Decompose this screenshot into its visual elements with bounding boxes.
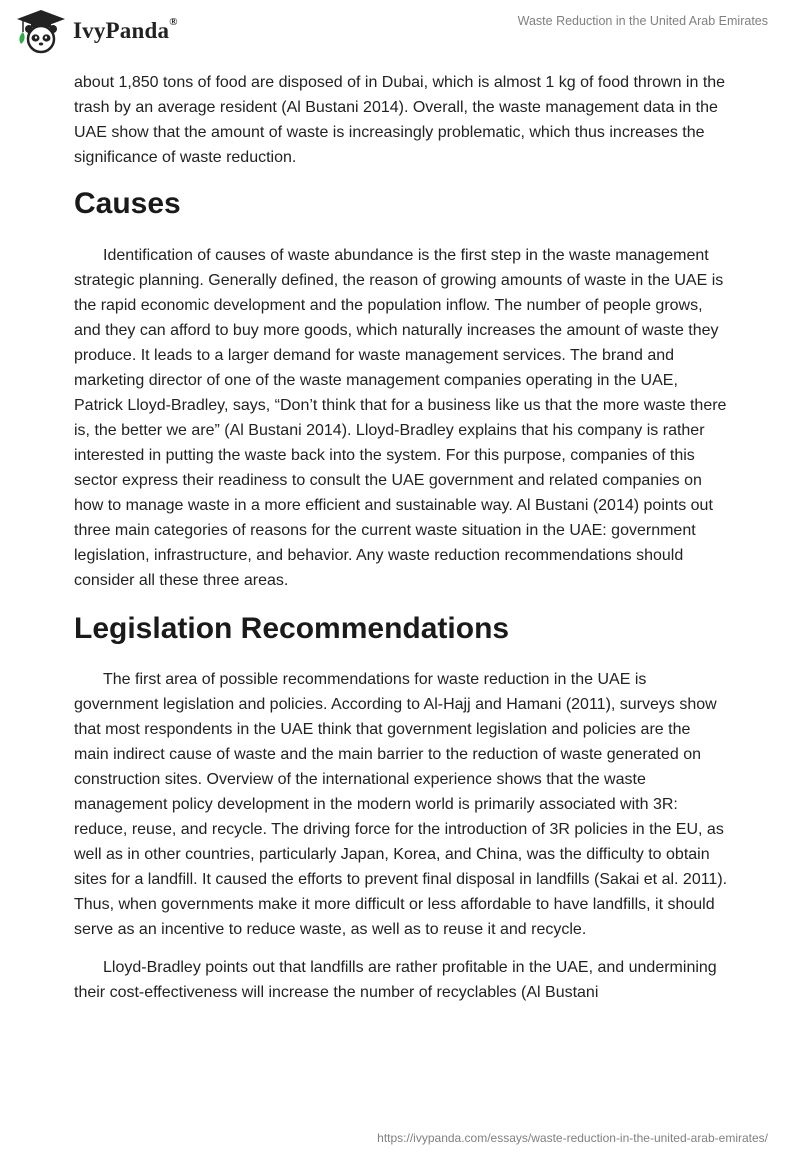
brand-name: IvyPanda®: [73, 16, 178, 43]
page-header: [0, 0, 800, 62]
causes-heading: Causes: [74, 187, 181, 220]
legislation-paragraph-2: Lloyd-Bradley points out that landfills are rather profitable in the UAE, and undermining their cost-effectiveness will increase the number of recyclables (Al Bustani: [74, 959, 717, 1001]
panda-graduate-icon: [15, 8, 67, 54]
source-url[interactable]: https://ivypanda.com/essays/waste-reduction-in-the-united-arab-emirates/: [377, 1131, 768, 1145]
essay-body: [74, 70, 729, 1005]
document-title: Waste Reduction in the United Arab Emirates: [517, 14, 768, 28]
ivypanda-logo[interactable]: [15, 8, 178, 54]
causes-paragraph: Identification of causes of waste abundance is the first step in the waste management strategic planning. Generally defined, the reason of growing amounts of waste in the UAE is the rapid economic development and the population inflow. The number of people grows, and they can afford to buy more goods, which naturally increases the amount of waste they produce. It leads to a larger demand for waste management services. The brand and marketing director of one of the waste management companies operating in the UAE, Patrick Lloyd-Bradley, says, “Don’t think that for a business like us that the more waste there is, the better we are” (Al Bustani 2014). Lloyd-Bradley explains that his company is rather interested in putting the waste back into the system. For this purpose, companies of this sector express their readiness to consult the UAE government and related companies on how to manage waste in a more efficient and sustainable way. Al Bustani (2014) points out three main categories of reasons for the current waste situation in the UAE: government legislation, infrastructure, and behavior. Any waste reduction recommendations should consider all these three areas.: [74, 247, 727, 589]
legislation-paragraph-1: The first area of possible recommendations for waste reduction in the UAE is government legislation and policies. According to Al-Hajj and Hamani (2011), surveys show that most respondents in the UAE think that government legislation and policies are the main indirect cause of waste and the main barrier to the reduction of waste generated on construction sites. Overview of the international experience shows that the waste management policy development in the modern world is primarily associated with 3R: reduce, reuse, and recycle. The driving force for the introduction of 3R policies in the EU, as well as in other countries, particularly Japan, Korea, and China, was the difficulty to obtain sites for a landfill. It caused the efforts to prevent final disposal in landfills (Sakai et al. 2011). Thus, when governments make it more difficult or less affordable to have landfills, it should serve as an incentive to reduce waste, as well as to reuse it and recycle.: [74, 671, 728, 938]
legislation-heading: Legislation Recommendations: [74, 612, 510, 645]
intro-paragraph: about 1,850 tons of food are disposed of in Dubai, which is almost 1 kg of food thrown in the trash by an average resident (Al Bustani 2014). Overall, the waste management data in the UAE show that the amount of waste is increasingly problematic, which thus increases the significance of waste reduction.: [74, 74, 726, 166]
